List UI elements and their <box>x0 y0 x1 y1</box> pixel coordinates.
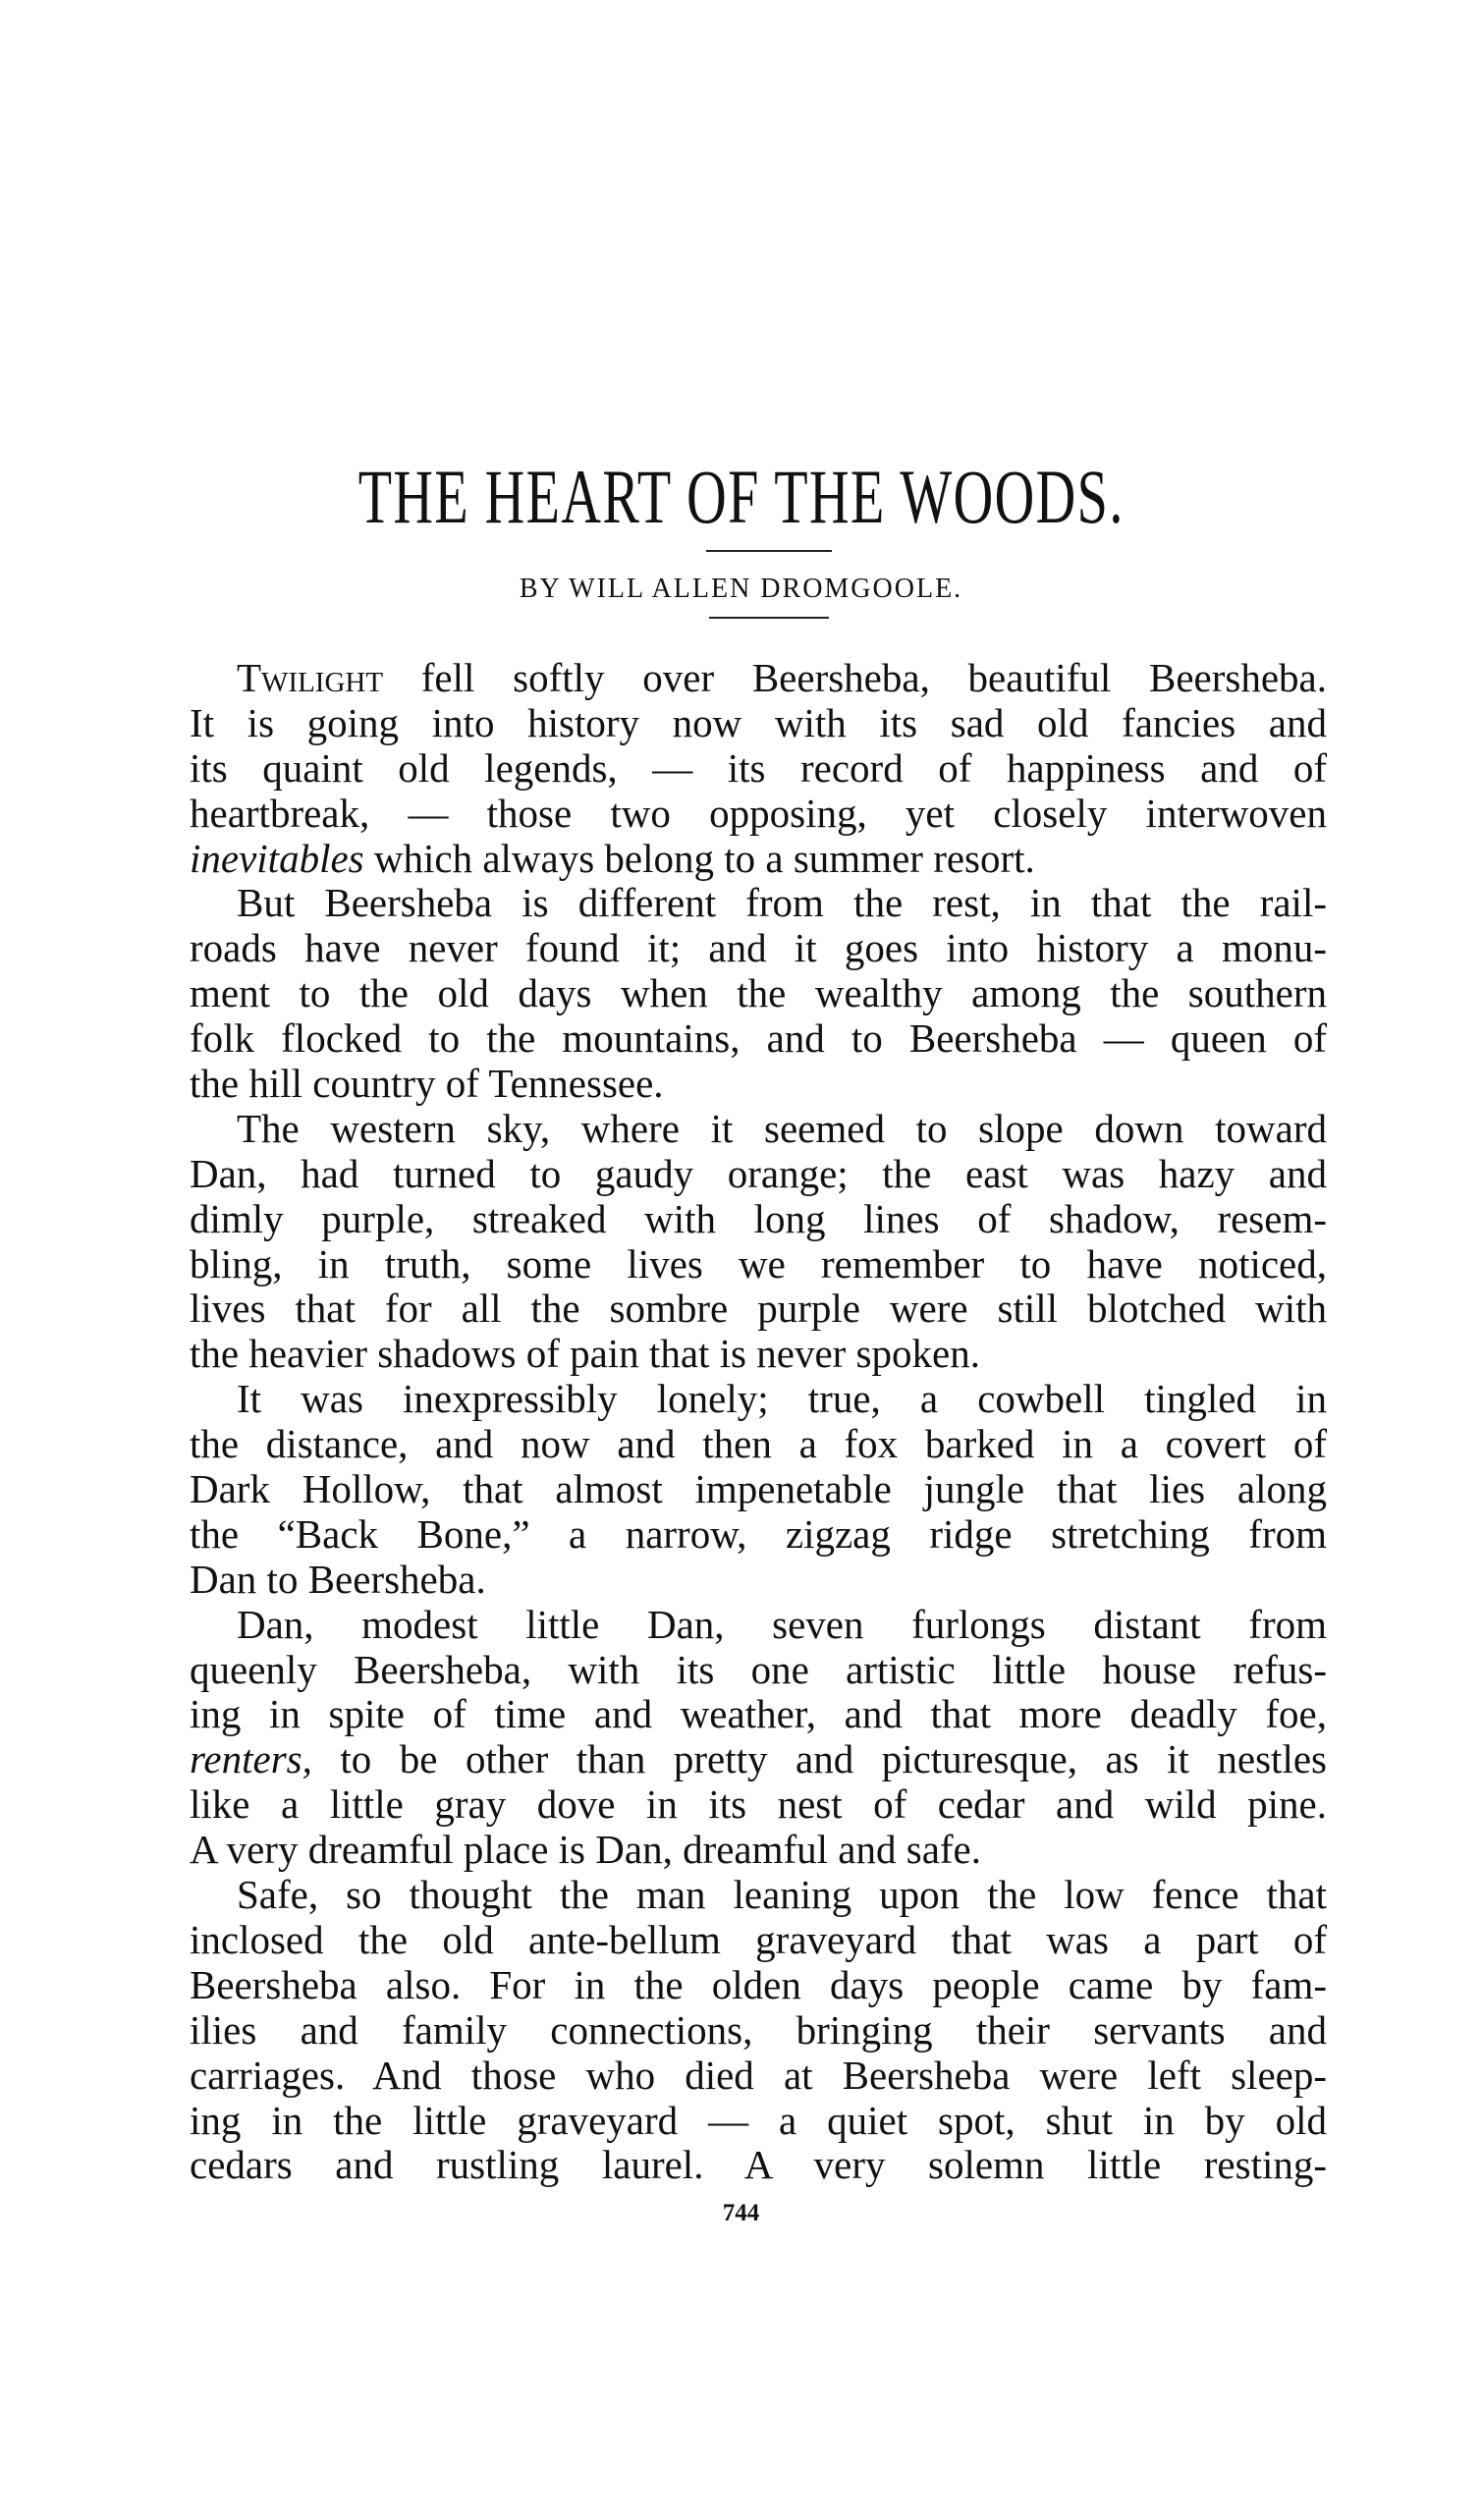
text-line <box>190 701 1327 746</box>
text-segment: But Beersheba is different from the rest, in that the rail- <box>237 880 1327 926</box>
text-line <box>190 1737 1327 1782</box>
text-segment: ing in spite of time and weather, and that more deadly foe, <box>190 1691 1327 1737</box>
text-line <box>190 1422 1327 1467</box>
article-title-text: THE HEART OF THE WOODS. <box>357 454 1125 539</box>
text-segment: fell softly over Beersheba, beautiful Beersheba. <box>383 655 1327 700</box>
text-line <box>190 2099 1327 2144</box>
text-line <box>190 1782 1327 1828</box>
text-line <box>190 971 1327 1016</box>
text-segment: roads have never found it; and it goes into history a monu- <box>190 925 1327 971</box>
text-line <box>190 926 1327 971</box>
text-line <box>190 837 1327 882</box>
text-line <box>190 1332 1327 1377</box>
text-segment: heartbreak, — those two opposing, yet closely interwoven <box>190 790 1327 836</box>
text-segment: It is going into history now with its sad old fancies and <box>190 699 1327 745</box>
text-line <box>190 2143 1327 2188</box>
text-line <box>190 1287 1327 1332</box>
text-segment: the heavier shadows of pain that is never spoken. <box>190 1331 980 1377</box>
text-line <box>190 2008 1327 2054</box>
text-segment: Dan, had turned to gaudy orange; the east was hazy and <box>190 1150 1327 1196</box>
text-segment: Beersheba also. For in the olden days people came by fam- <box>190 1961 1327 2007</box>
text-segment: which always belong to a summer resort. <box>363 835 1035 881</box>
text-segment: ment to the old days when the wealthy among the southern <box>190 970 1327 1016</box>
text-line <box>190 1603 1327 1648</box>
text-segment: Safe, so thought the man leaning upon the low fence that <box>237 1872 1327 1918</box>
article-body <box>190 656 1327 2188</box>
text-segment: Dan, modest little Dan, seven furlongs distant from <box>237 1601 1327 1647</box>
title-divider <box>706 550 832 552</box>
text-line <box>190 1828 1327 1873</box>
page-number: 744 <box>722 2200 760 2226</box>
text-segment: A very dreamful place is Dan, dreamful and safe. <box>190 1827 982 1873</box>
text-line <box>190 1107 1327 1152</box>
text-line <box>190 746 1327 792</box>
text-segment: the distance, and now and then a fox barked in a covert of <box>190 1421 1327 1467</box>
text-segment: carriages. And those who died at Beersheba were left sleep- <box>190 2052 1327 2098</box>
byline-divider <box>709 617 829 619</box>
text-segment: ing in the little graveyard — a quiet spot, shut in by old <box>190 2097 1327 2143</box>
text-segment: the “Back Bone,” a narrow, zigzag ridge stretching from <box>190 1510 1327 1557</box>
italic-text: inevitables <box>190 835 364 881</box>
text-line <box>190 1692 1327 1737</box>
text-line <box>190 1197 1327 1242</box>
text-segment: Dan to Beersheba. <box>190 1556 486 1602</box>
text-segment: dimly purple, streaked with long lines of shadow, resem- <box>190 1195 1327 1241</box>
text-segment: inclosed the old ante-bellum graveyard that was a part of <box>190 1916 1327 1962</box>
text-line <box>190 1558 1327 1603</box>
text-line <box>190 1963 1327 2008</box>
text-segment: lives that for all the sombre purple were still blotched with <box>190 1286 1327 1332</box>
text-segment: Dark Hollow, that almost impenetable jungle that lies along <box>190 1466 1327 1512</box>
text-segment: bling, in truth, some lives we remember to have noticed, <box>190 1240 1327 1287</box>
text-segment: to be other than pretty and picturesque, as it nestles <box>311 1736 1327 1782</box>
text-line <box>190 656 1327 701</box>
text-segment: like a little gray dove in its nest of cedar and wild pine. <box>190 1781 1327 1828</box>
text-segment: It was inexpressibly lonely; true, a cowbell tingled in <box>237 1376 1327 1422</box>
text-segment: folk flocked to the mountains, and to Beersheba — queen of <box>190 1015 1327 1062</box>
text-segment: queenly Beersheba, with its one artistic little house refus- <box>190 1646 1327 1692</box>
article-title <box>0 454 1482 539</box>
text-line <box>190 1152 1327 1197</box>
text-line <box>190 792 1327 837</box>
text-segment: its quaint old legends, — its record of happiness and of <box>190 744 1327 791</box>
text-segment: cedars and rustling laurel. A very solemn little resting- <box>190 2142 1327 2188</box>
text-segment: ilies and family connections, bringing their servants and <box>190 2006 1327 2053</box>
text-line <box>190 1918 1327 1963</box>
text-line <box>190 881 1327 926</box>
text-line <box>190 1467 1327 1512</box>
text-segment: the hill country of Tennessee. <box>190 1061 664 1107</box>
author-byline: BY WILL ALLEN DROMGOOLE. <box>519 574 963 604</box>
text-line <box>190 1016 1327 1062</box>
text-line <box>190 1062 1327 1107</box>
text-line <box>190 1377 1327 1422</box>
small-caps-text: Twilight <box>237 655 384 700</box>
text-line <box>190 1242 1327 1287</box>
text-segment: The western sky, where it seemed to slope down toward <box>237 1105 1327 1151</box>
text-line <box>190 1512 1327 1558</box>
text-line <box>190 1873 1327 1918</box>
text-line <box>190 2054 1327 2099</box>
text-line <box>190 1648 1327 1693</box>
italic-text: renters, <box>190 1736 312 1782</box>
